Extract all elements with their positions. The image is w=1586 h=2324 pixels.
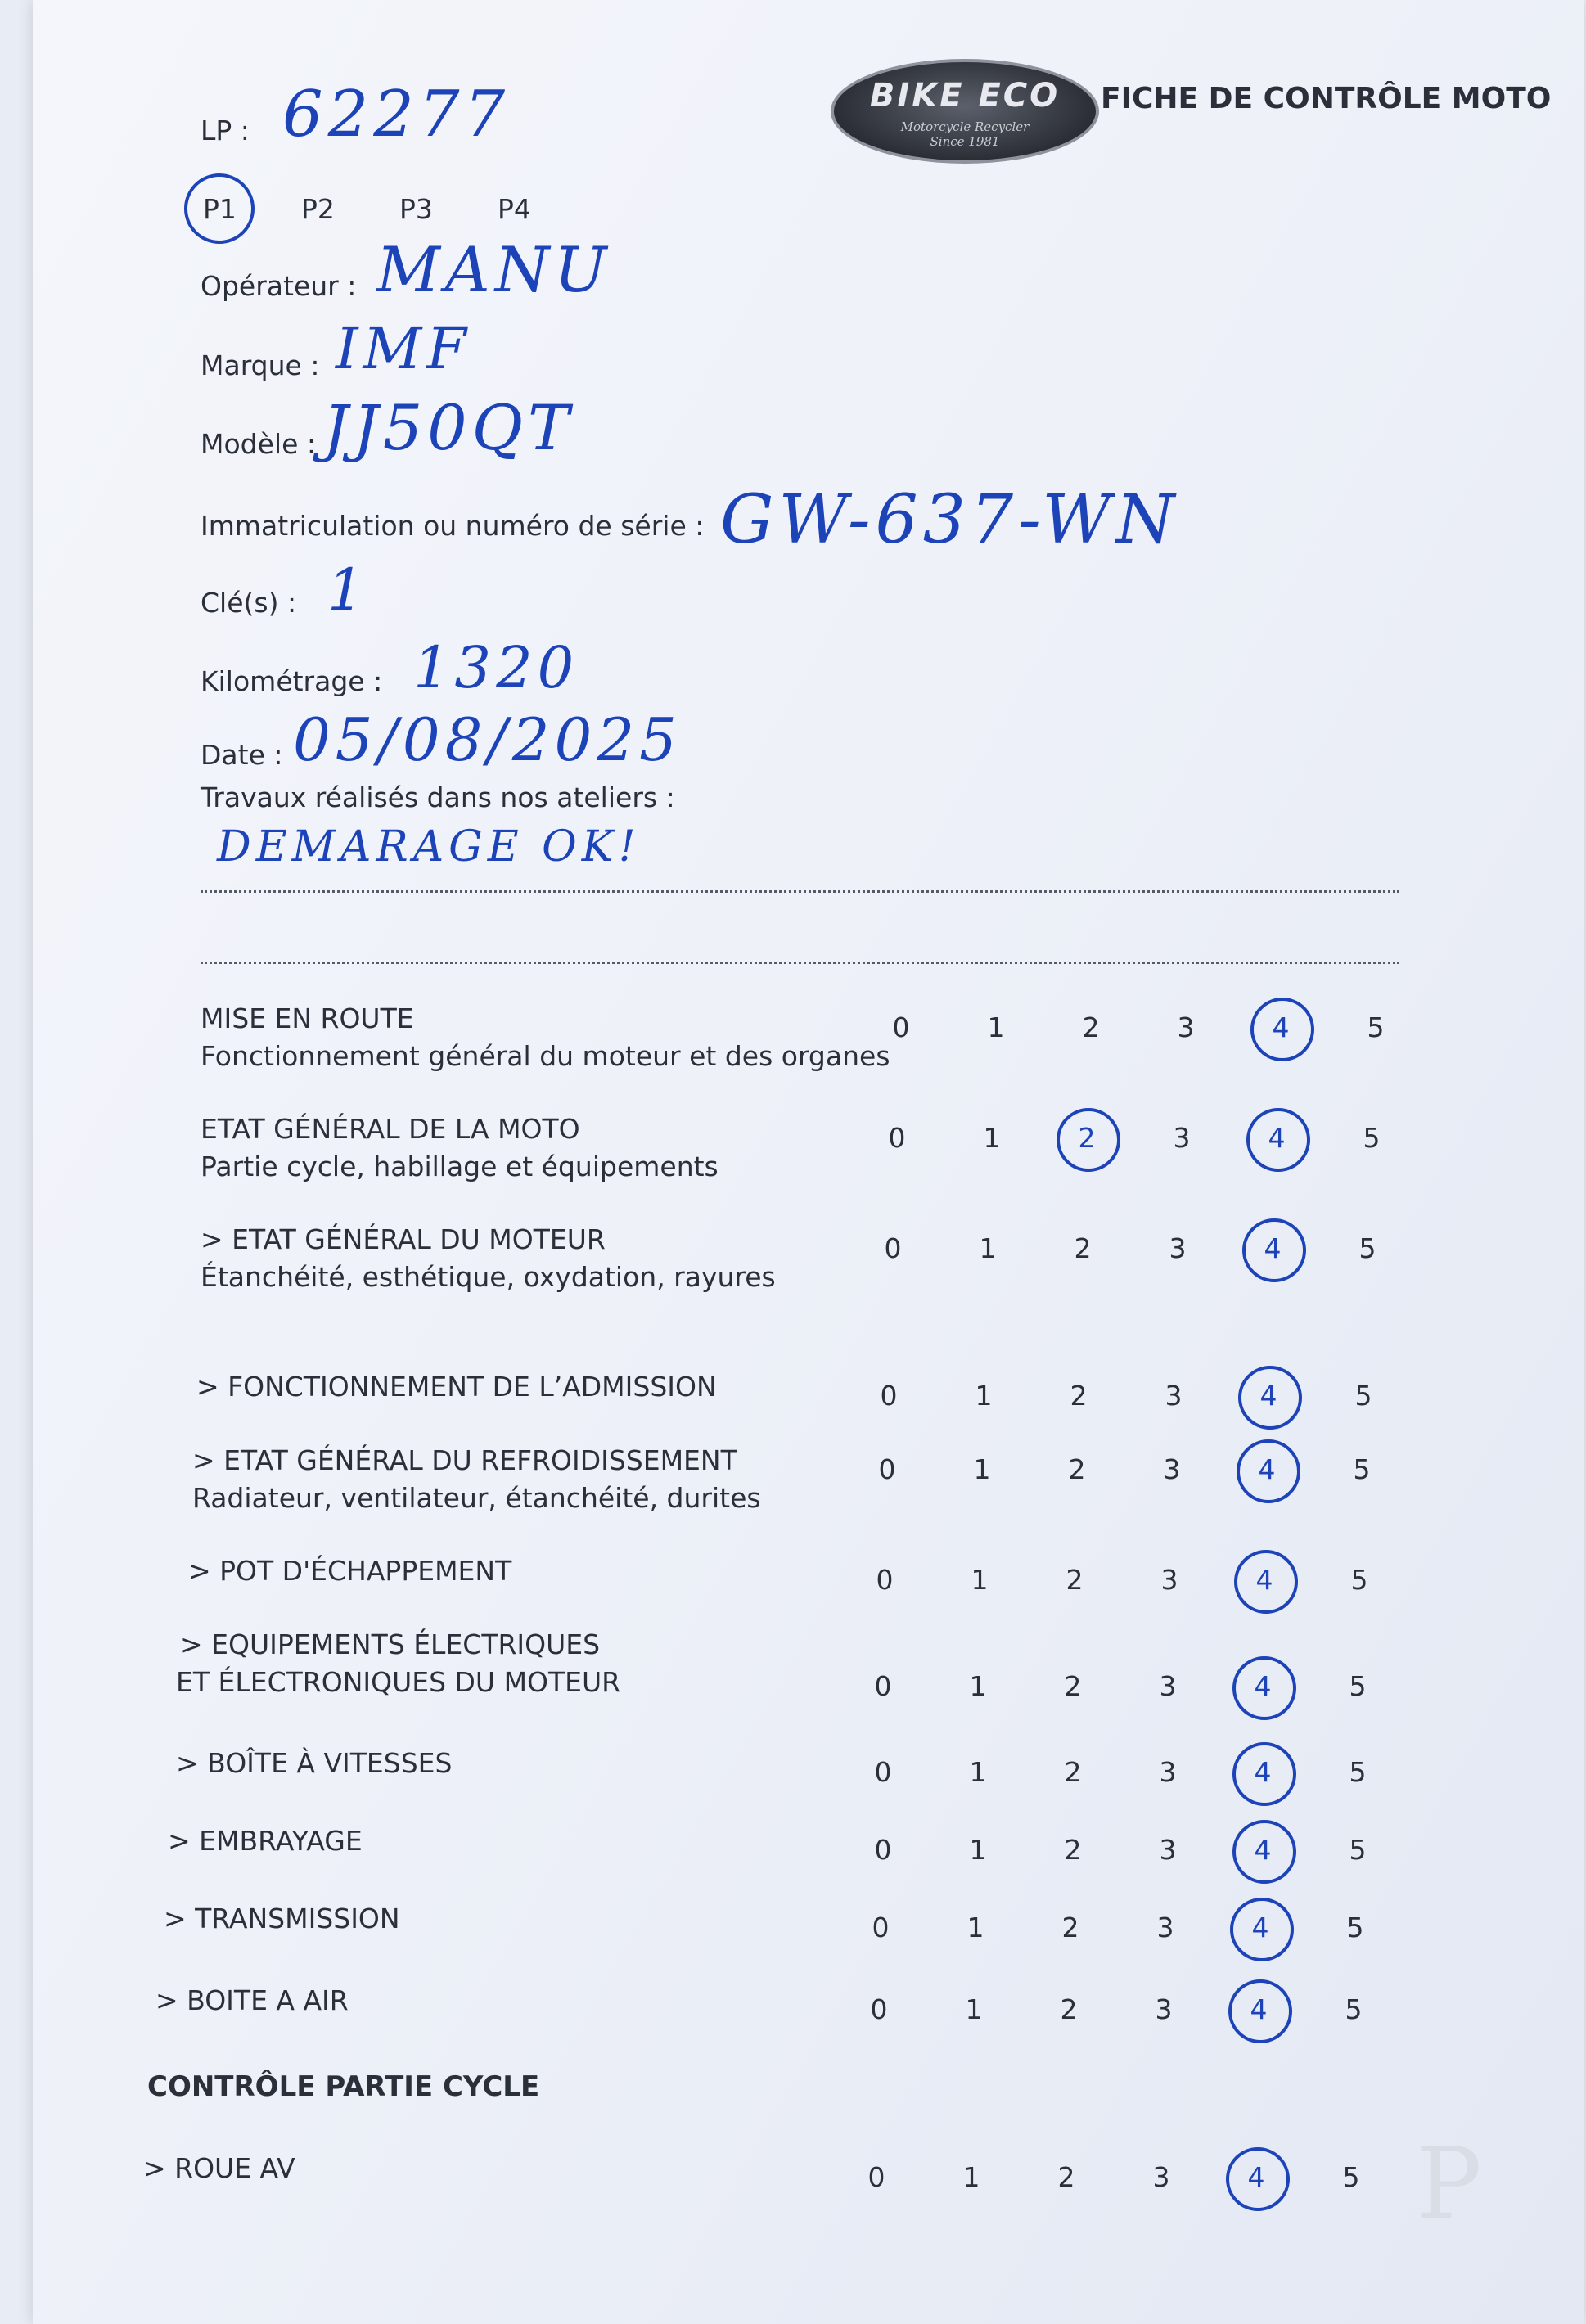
rating-option-2[interactable]: 2 xyxy=(1064,1834,1082,1866)
km-value: 1320 xyxy=(413,634,579,701)
rating-option-3[interactable]: 3 xyxy=(1155,1993,1173,2025)
immat-value: GW-637-WN xyxy=(720,481,1180,559)
check-title: ETAT GÉNÉRAL DE LA MOTO xyxy=(201,1113,580,1145)
embossed-stamp-mark: P xyxy=(1416,2128,1482,2241)
marque-value: IMF xyxy=(336,315,471,382)
rating-scale xyxy=(859,1555,1367,1612)
rating-option-3[interactable]: 3 xyxy=(1177,1011,1195,1043)
rating-option-4[interactable]: 4 xyxy=(1233,1984,1284,2035)
page-title: FICHE DE CONTRÔLE MOTO xyxy=(1101,82,1552,115)
rating-scale xyxy=(858,1661,1365,1718)
rating-option-1[interactable]: 1 xyxy=(969,1756,987,1788)
rating-option-4[interactable]: 4 xyxy=(1251,1113,1302,1164)
check-title: MISE EN ROUTE xyxy=(201,1002,414,1034)
modele-label: Modèle : xyxy=(201,428,316,460)
rating-option-3[interactable]: 3 xyxy=(1159,1670,1177,1702)
rating-option-5[interactable]: 5 xyxy=(1342,2161,1360,2193)
rating-option-1[interactable]: 1 xyxy=(979,1232,997,1264)
rating-option-2[interactable]: 2 xyxy=(1068,1453,1086,1485)
cles-value: 1 xyxy=(327,556,369,624)
rating-option-1[interactable]: 1 xyxy=(973,1453,991,1485)
rating-option-2[interactable]: 2 xyxy=(1064,1756,1082,1788)
rating-option-3[interactable]: 3 xyxy=(1165,1380,1183,1412)
p-option-4: P4 xyxy=(498,193,531,225)
travaux-label: Travaux réalisés dans nos ateliers : xyxy=(201,781,675,813)
rating-scale xyxy=(854,1984,1361,2042)
rating-scale xyxy=(862,1444,1369,1502)
rating-option-5[interactable]: 5 xyxy=(1350,1564,1368,1596)
rating-option-1[interactable]: 1 xyxy=(969,1670,987,1702)
rating-option-1[interactable]: 1 xyxy=(965,1993,983,2025)
rating-scale xyxy=(867,1223,1375,1281)
check-subtitle: Étanchéité, esthétique, oxydation, rayures xyxy=(201,1261,776,1293)
rating-option-4[interactable]: 4 xyxy=(1255,1002,1306,1053)
check-subtitle: Radiateur, ventilateur, étanchéité, durites xyxy=(192,1482,761,1514)
rating-option-4[interactable]: 4 xyxy=(1241,1444,1292,1495)
immat-label: Immatriculation ou numéro de série : xyxy=(201,510,705,542)
operateur-value: MANU xyxy=(376,233,612,306)
check-title: > FONCTIONNEMENT DE L’ADMISSION xyxy=(196,1371,717,1403)
rating-option-0[interactable]: 0 xyxy=(884,1232,902,1264)
rating-option-3[interactable]: 3 xyxy=(1169,1232,1187,1264)
rating-option-4[interactable]: 4 xyxy=(1235,1903,1286,1953)
cycle-section-title: CONTRÔLE PARTIE CYCLE xyxy=(147,2070,540,2103)
cles-label: Clé(s) : xyxy=(201,587,297,619)
rating-option-5[interactable]: 5 xyxy=(1346,1912,1364,1943)
rating-option-1[interactable]: 1 xyxy=(987,1011,1005,1043)
rating-option-5[interactable]: 5 xyxy=(1345,1993,1363,2025)
rating-option-2[interactable]: 2 xyxy=(1082,1011,1100,1043)
rating-option-2[interactable]: 2 xyxy=(1070,1380,1088,1412)
rating-option-5[interactable]: 5 xyxy=(1354,1380,1372,1412)
rating-option-3[interactable]: 3 xyxy=(1173,1122,1191,1154)
rating-scale xyxy=(858,1825,1365,1882)
lp-value: 62277 xyxy=(282,78,511,151)
p-option-3: P3 xyxy=(399,193,433,225)
modele-value: JJ50QT xyxy=(323,391,574,464)
rating-option-1[interactable]: 1 xyxy=(975,1380,993,1412)
check-title: > BOÎTE À VITESSES xyxy=(176,1747,453,1779)
rating-scale xyxy=(855,1903,1363,1960)
check-title: > EMBRAYAGE xyxy=(168,1825,363,1857)
rating-option-5[interactable]: 5 xyxy=(1349,1756,1367,1788)
check-title: > EQUIPEMENTS ÉLECTRIQUES xyxy=(180,1628,601,1660)
rating-option-4[interactable]: 4 xyxy=(1231,2152,1282,2203)
rating-option-0[interactable]: 0 xyxy=(876,1564,894,1596)
rating-option-0[interactable]: 0 xyxy=(874,1756,892,1788)
rating-option-0[interactable]: 0 xyxy=(874,1670,892,1702)
logo-tagline: Motorcycle Recycler Since 1981 xyxy=(900,119,1030,149)
rating-option-0[interactable]: 0 xyxy=(870,1993,888,2025)
check-title: > ETAT GÉNÉRAL DU MOTEUR xyxy=(201,1223,606,1255)
marque-label: Marque : xyxy=(201,349,320,381)
rating-option-0[interactable]: 0 xyxy=(880,1380,898,1412)
check-title: > POT D'ÉCHAPPEMENT xyxy=(188,1555,512,1587)
p-option-1: P1 xyxy=(203,193,237,225)
rating-option-5[interactable]: 5 xyxy=(1358,1232,1376,1264)
rating-option-4[interactable]: 4 xyxy=(1243,1371,1294,1421)
rating-option-0[interactable]: 0 xyxy=(878,1453,896,1485)
lp-label: LP : xyxy=(201,115,250,146)
rating-option-1[interactable]: 1 xyxy=(983,1122,1001,1154)
rating-option-0[interactable]: 0 xyxy=(872,1912,890,1943)
travaux-dotted-line-2 xyxy=(201,962,1399,964)
rating-option-3[interactable]: 3 xyxy=(1160,1564,1178,1596)
rating-option-1[interactable]: 1 xyxy=(966,1912,984,1943)
rating-option-3[interactable]: 3 xyxy=(1156,1912,1174,1943)
rating-option-5[interactable]: 5 xyxy=(1363,1122,1381,1154)
rating-option-4[interactable]: 4 xyxy=(1237,1747,1288,1798)
date-label: Date : xyxy=(201,739,283,771)
rating-option-1[interactable]: 1 xyxy=(962,2161,980,2193)
rating-scale xyxy=(851,2152,1358,2209)
rating-option-0[interactable]: 0 xyxy=(888,1122,906,1154)
check-subtitle: Partie cycle, habillage et équipements xyxy=(201,1151,719,1182)
check-title: > TRANSMISSION xyxy=(164,1903,400,1934)
rating-option-2[interactable]: 2 xyxy=(1061,1113,1112,1164)
rating-option-0[interactable]: 0 xyxy=(892,1011,910,1043)
p-option-2: P2 xyxy=(301,193,335,225)
rating-scale xyxy=(876,1002,1383,1060)
rating-option-4[interactable]: 4 xyxy=(1237,1825,1288,1876)
check-title: > ROUE AV xyxy=(143,2152,295,2184)
check-title: > BOITE A AIR xyxy=(155,1984,349,2016)
rating-scale xyxy=(858,1747,1365,1804)
rating-option-1[interactable]: 1 xyxy=(969,1834,987,1866)
travaux-dotted-line-1 xyxy=(201,890,1399,893)
rating-option-5[interactable]: 5 xyxy=(1349,1834,1367,1866)
control-sheet xyxy=(33,0,1584,2324)
rating-scale xyxy=(872,1113,1379,1170)
rating-option-4[interactable]: 4 xyxy=(1247,1223,1298,1274)
rating-option-4[interactable]: 4 xyxy=(1237,1661,1288,1712)
date-value: 05/08/2025 xyxy=(293,705,682,774)
rating-option-5[interactable]: 5 xyxy=(1349,1670,1367,1702)
rating-option-3[interactable]: 3 xyxy=(1159,1834,1177,1866)
rating-scale xyxy=(863,1371,1371,1428)
rating-option-1[interactable]: 1 xyxy=(971,1564,989,1596)
logo-brand-text: BIKE ECO xyxy=(869,77,1061,115)
rating-option-2[interactable]: 2 xyxy=(1074,1232,1092,1264)
rating-option-2[interactable]: 2 xyxy=(1066,1564,1084,1596)
rating-option-5[interactable]: 5 xyxy=(1353,1453,1371,1485)
check-title: > ETAT GÉNÉRAL DU REFROIDISSEMENT xyxy=(192,1444,737,1476)
bike-eco-logo xyxy=(831,59,1099,164)
check-subtitle: Fonctionnement général du moteur et des organes xyxy=(201,1040,890,1072)
rating-option-2[interactable]: 2 xyxy=(1060,1993,1078,2025)
rating-option-3[interactable]: 3 xyxy=(1163,1453,1181,1485)
rating-option-4[interactable]: 4 xyxy=(1239,1555,1290,1606)
rating-option-2[interactable]: 2 xyxy=(1064,1670,1082,1702)
operateur-label: Opérateur : xyxy=(201,270,357,302)
rating-option-0[interactable]: 0 xyxy=(874,1834,892,1866)
rating-option-2[interactable]: 2 xyxy=(1057,2161,1075,2193)
travaux-value: DEMARAGE OK! xyxy=(217,822,641,872)
rating-option-3[interactable]: 3 xyxy=(1152,2161,1170,2193)
km-label: Kilométrage : xyxy=(201,665,383,697)
rating-option-0[interactable]: 0 xyxy=(867,2161,885,2193)
rating-option-5[interactable]: 5 xyxy=(1367,1011,1385,1043)
check-subtitle: ET ÉLECTRONIQUES DU MOTEUR xyxy=(176,1666,621,1698)
rating-option-2[interactable]: 2 xyxy=(1061,1912,1079,1943)
rating-option-3[interactable]: 3 xyxy=(1159,1756,1177,1788)
